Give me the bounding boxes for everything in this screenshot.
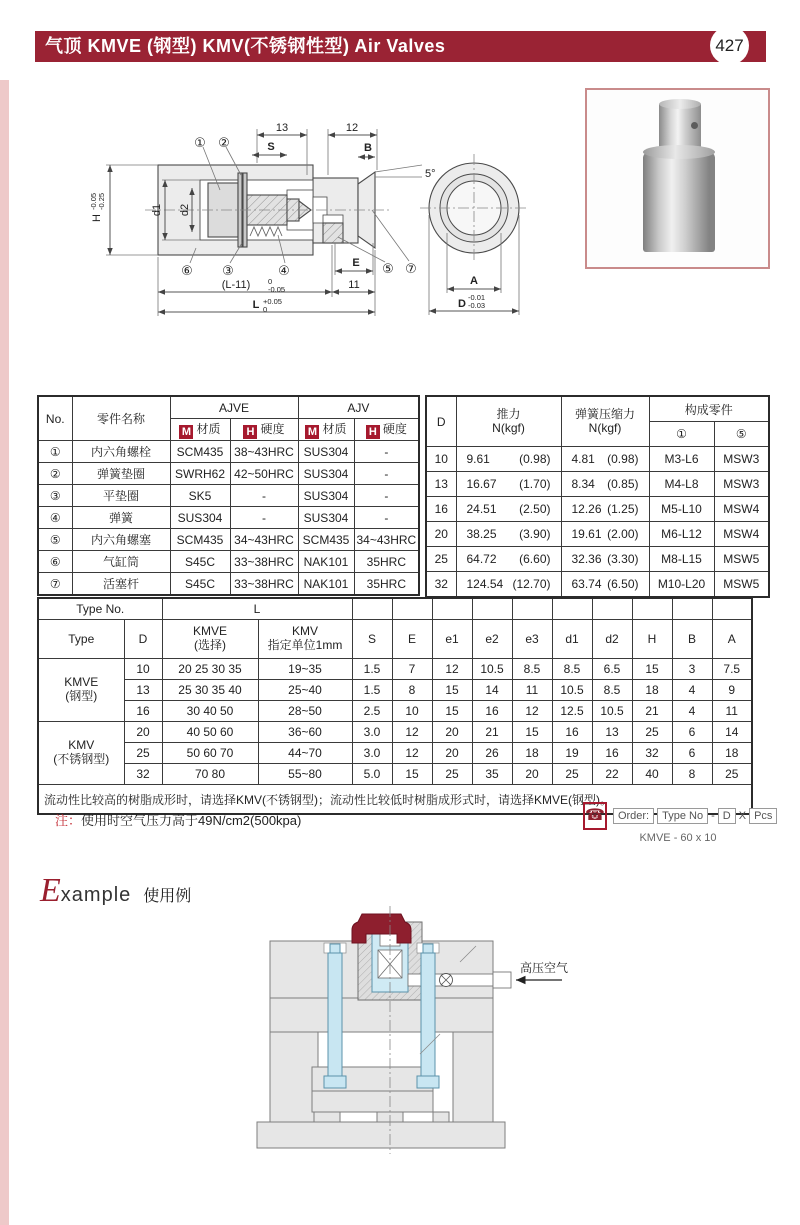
cell: S45C bbox=[170, 551, 230, 573]
cell: ⑦ bbox=[38, 573, 72, 596]
cell: 10 bbox=[124, 659, 162, 680]
cell: 25 bbox=[632, 722, 672, 743]
col-d: D bbox=[426, 396, 456, 447]
cell: 4.81 (0.98) bbox=[561, 447, 649, 472]
col-type: Type bbox=[38, 620, 124, 659]
cell: 3.0 bbox=[352, 722, 392, 743]
svg-text:A: A bbox=[470, 275, 478, 287]
svg-text:①: ① bbox=[194, 136, 206, 151]
table-row bbox=[426, 447, 769, 472]
table-footnote: 流动性比较高的树脂成形时，请选择KMV(不锈钢型)；流动性比较低时树脂成形式时，请选择KMVE(钢型)。 bbox=[38, 785, 752, 815]
cell: SUS304 bbox=[298, 507, 354, 529]
cell: SUS304 bbox=[170, 507, 230, 529]
page-number-badge: 427 bbox=[710, 26, 749, 65]
col-b: B bbox=[672, 620, 712, 659]
phone-icon: ☎ bbox=[583, 802, 607, 830]
page-edge-gutter bbox=[0, 80, 9, 1225]
cell: MSW4 bbox=[714, 522, 769, 547]
col-material: M 材质 bbox=[298, 419, 354, 441]
cell: 16 bbox=[552, 722, 592, 743]
cell: NAK101 bbox=[298, 573, 354, 596]
cell: 28~50 bbox=[258, 701, 352, 722]
table-row bbox=[38, 598, 752, 620]
col-d2: d2 bbox=[592, 620, 632, 659]
col-no: No. bbox=[38, 396, 72, 441]
example-rest: xample bbox=[60, 884, 132, 906]
cell: 35HRC bbox=[354, 551, 419, 573]
cell: 9.61 (0.98) bbox=[456, 447, 561, 472]
cell: 18 bbox=[632, 680, 672, 701]
cell: 16 bbox=[124, 701, 162, 722]
cell: 19 bbox=[552, 743, 592, 764]
example-e: E bbox=[40, 872, 61, 909]
cell: 21 bbox=[632, 701, 672, 722]
svg-text:L: L bbox=[252, 299, 260, 311]
cell: 13 bbox=[124, 680, 162, 701]
cell: - bbox=[354, 441, 419, 463]
dimension-table-wrap bbox=[37, 597, 753, 815]
cell: 32.36 (3.30) bbox=[561, 547, 649, 572]
cell: ⑤ bbox=[38, 529, 72, 551]
cell: ⑥ bbox=[38, 551, 72, 573]
cell: M4-L8 bbox=[649, 472, 714, 497]
cell: 12.26 (1.25) bbox=[561, 497, 649, 522]
title-bar bbox=[35, 31, 766, 62]
table-row bbox=[38, 722, 752, 743]
cell: 124.54 (12.70) bbox=[456, 572, 561, 598]
svg-text:③: ③ bbox=[222, 264, 234, 279]
table-row bbox=[38, 441, 419, 463]
cell: 16.67 (1.70) bbox=[456, 472, 561, 497]
base-plate bbox=[257, 1122, 505, 1148]
cell: 12 bbox=[432, 659, 472, 680]
cell: NAK101 bbox=[298, 551, 354, 573]
cell: 7 bbox=[392, 659, 432, 680]
cell: 33~38HRC bbox=[230, 573, 298, 596]
svg-text:④: ④ bbox=[278, 264, 290, 279]
cell: 30 40 50 bbox=[162, 701, 258, 722]
cell: 5.0 bbox=[352, 764, 392, 785]
table-row bbox=[426, 497, 769, 522]
cell: 10.5 bbox=[552, 680, 592, 701]
table-row bbox=[38, 529, 419, 551]
cell: 弹簧垫圈 bbox=[72, 463, 170, 485]
parts-material-table bbox=[37, 395, 420, 596]
order-dash: - bbox=[711, 810, 715, 822]
col-spring-force: 弹簧压缩力 N(kgf) bbox=[561, 396, 649, 447]
cell: 15 bbox=[632, 659, 672, 680]
cell-d: 16 bbox=[426, 497, 456, 522]
cell bbox=[592, 598, 632, 620]
cell bbox=[672, 598, 712, 620]
cell: 25 bbox=[432, 764, 472, 785]
cell: - bbox=[230, 485, 298, 507]
dimension-table bbox=[37, 597, 753, 815]
cell: 19.61 (2.00) bbox=[561, 522, 649, 547]
cell: 19~35 bbox=[258, 659, 352, 680]
svg-text:⑥: ⑥ bbox=[181, 264, 193, 279]
order-pcs-box: Pcs bbox=[749, 808, 777, 824]
cell: SCM435 bbox=[170, 529, 230, 551]
col-part-name: 零件名称 bbox=[72, 396, 170, 441]
svg-text:②: ② bbox=[218, 136, 230, 151]
cell: 34~43HRC bbox=[230, 529, 298, 551]
svg-text:+0.05: +0.05 bbox=[263, 297, 282, 306]
technical-drawing bbox=[40, 85, 585, 350]
cell: 12 bbox=[512, 701, 552, 722]
svg-text:⑦: ⑦ bbox=[405, 262, 417, 277]
col-e2: e2 bbox=[472, 620, 512, 659]
col-hardness: H 硬度 bbox=[230, 419, 298, 441]
svg-text:11: 11 bbox=[348, 279, 360, 291]
cell: 42~50HRC bbox=[230, 463, 298, 485]
cell: 弹簧 bbox=[72, 507, 170, 529]
cell: 11 bbox=[712, 701, 752, 722]
svg-text:-0.03: -0.03 bbox=[468, 301, 486, 310]
svg-text:E: E bbox=[352, 257, 360, 269]
order-label: Order: bbox=[613, 808, 654, 824]
col-h: H bbox=[632, 620, 672, 659]
svg-text:S: S bbox=[267, 141, 275, 153]
cell: 64.72 (6.60) bbox=[456, 547, 561, 572]
cell: 21 bbox=[472, 722, 512, 743]
cell-d: 25 bbox=[426, 547, 456, 572]
svg-text:5°: 5° bbox=[425, 168, 436, 180]
table-row bbox=[38, 396, 419, 419]
svg-text:0: 0 bbox=[263, 305, 268, 314]
cell: 25 30 35 40 bbox=[162, 680, 258, 701]
cell bbox=[392, 598, 432, 620]
cell: 22 bbox=[592, 764, 632, 785]
cell: 32 bbox=[124, 764, 162, 785]
cell: SCM435 bbox=[298, 529, 354, 551]
col-e: E bbox=[392, 620, 432, 659]
cell: MSW4 bbox=[714, 497, 769, 522]
cell: 40 bbox=[632, 764, 672, 785]
svg-text:D: D bbox=[458, 298, 466, 310]
col-component-5: ⑤ bbox=[714, 422, 769, 447]
cell bbox=[552, 598, 592, 620]
cell: 10.5 bbox=[592, 701, 632, 722]
col-d1: d1 bbox=[552, 620, 592, 659]
usage-note bbox=[55, 810, 301, 829]
cell: M5-L10 bbox=[649, 497, 714, 522]
cell: MSW3 bbox=[714, 447, 769, 472]
cell: 25 bbox=[552, 764, 592, 785]
svg-text:13: 13 bbox=[275, 122, 289, 134]
cell bbox=[352, 598, 392, 620]
svg-text:-0.05: -0.05 bbox=[268, 285, 286, 294]
cell: 12 bbox=[392, 743, 432, 764]
cell bbox=[472, 598, 512, 620]
order-x: X bbox=[738, 810, 747, 822]
cell: 36~60 bbox=[258, 722, 352, 743]
svg-text:⑤: ⑤ bbox=[382, 262, 394, 277]
product-photo-body-cylinder bbox=[643, 152, 715, 252]
cell: 50 60 70 bbox=[162, 743, 258, 764]
cell: 24.51 (2.50) bbox=[456, 497, 561, 522]
cell: SCM435 bbox=[170, 441, 230, 463]
cell: 26 bbox=[472, 743, 512, 764]
col-components: 构成零件 bbox=[649, 396, 769, 422]
col-component-1: ① bbox=[649, 422, 714, 447]
cell: 34~43HRC bbox=[354, 529, 419, 551]
cell: 平垫圈 bbox=[72, 485, 170, 507]
note-text: 使用时空气压力高于49N/cm2(500kpa) bbox=[81, 813, 302, 828]
cell: 6 bbox=[672, 722, 712, 743]
cell: 内六角螺栓 bbox=[72, 441, 170, 463]
cell-d: 10 bbox=[426, 447, 456, 472]
cell: 70 80 bbox=[162, 764, 258, 785]
cell: 16 bbox=[592, 743, 632, 764]
cell: 气缸筒 bbox=[72, 551, 170, 573]
col-hardness: H 硬度 bbox=[354, 419, 419, 441]
hardness-badge: H bbox=[366, 425, 380, 439]
cell: 12.5 bbox=[552, 701, 592, 722]
force-table-wrap bbox=[425, 395, 770, 598]
cell: 9 bbox=[712, 680, 752, 701]
cell: S45C bbox=[170, 573, 230, 596]
cell: 35 bbox=[472, 764, 512, 785]
cell: MSW5 bbox=[714, 547, 769, 572]
cell: MSW3 bbox=[714, 472, 769, 497]
hardness-badge: H bbox=[243, 425, 257, 439]
table-row bbox=[38, 743, 752, 764]
pin-head bbox=[324, 1076, 346, 1088]
cell: 8 bbox=[392, 680, 432, 701]
col-e1: e1 bbox=[432, 620, 472, 659]
order-d-box: D bbox=[718, 808, 736, 824]
cell: 10 bbox=[392, 701, 432, 722]
order-type-no-box: Type No bbox=[657, 808, 708, 824]
cell: 20 bbox=[512, 764, 552, 785]
cell bbox=[432, 598, 472, 620]
cell: M10-L20 bbox=[649, 572, 714, 598]
ejector-plate-bottom bbox=[312, 1091, 433, 1112]
table-row bbox=[38, 680, 752, 701]
set-screw bbox=[323, 223, 343, 243]
material-badge: M bbox=[305, 425, 319, 439]
table-row bbox=[38, 485, 419, 507]
svg-text:B: B bbox=[364, 142, 372, 154]
table-row bbox=[426, 572, 769, 598]
page-title: 气顶 KMVE (钢型) KMV(不锈钢性型) Air Valves bbox=[45, 36, 446, 56]
cell: 20 bbox=[124, 722, 162, 743]
cell: - bbox=[354, 485, 419, 507]
col-l: L bbox=[162, 598, 352, 620]
cell: 8 bbox=[672, 764, 712, 785]
cell: 18 bbox=[712, 743, 752, 764]
cell: 15 bbox=[392, 764, 432, 785]
cell: ③ bbox=[38, 485, 72, 507]
col-thrust: 推力 N(kgf) bbox=[456, 396, 561, 447]
cell: 33~38HRC bbox=[230, 551, 298, 573]
type-group-kmve: KMVE (钢型) bbox=[38, 659, 124, 722]
cell: - bbox=[354, 507, 419, 529]
cell: ② bbox=[38, 463, 72, 485]
table-row bbox=[38, 551, 419, 573]
air-valve-core bbox=[352, 914, 422, 1000]
cell-d: 20 bbox=[426, 522, 456, 547]
cell: 25~40 bbox=[258, 680, 352, 701]
table-row bbox=[38, 573, 419, 596]
table-row bbox=[426, 396, 769, 422]
svg-text:(L-11): (L-11) bbox=[221, 279, 251, 291]
cell: 内六角螺塞 bbox=[72, 529, 170, 551]
svg-text:H: H bbox=[91, 214, 103, 222]
cell: 4 bbox=[672, 680, 712, 701]
cell: 14 bbox=[712, 722, 752, 743]
cell: 15 bbox=[432, 701, 472, 722]
cell: 25 bbox=[124, 743, 162, 764]
cell: M8-L15 bbox=[649, 547, 714, 572]
svg-text:d2: d2 bbox=[179, 203, 191, 217]
cell bbox=[712, 598, 752, 620]
example-heading bbox=[40, 872, 191, 910]
svg-text:d1: d1 bbox=[151, 203, 163, 217]
table-row bbox=[38, 701, 752, 722]
cell: 4 bbox=[672, 701, 712, 722]
cell: 38~43HRC bbox=[230, 441, 298, 463]
cell: SUS304 bbox=[298, 485, 354, 507]
cell: - bbox=[230, 507, 298, 529]
air-label: 高压空气 bbox=[520, 961, 569, 975]
cell: 25 bbox=[712, 764, 752, 785]
cell: 8.34 (0.85) bbox=[561, 472, 649, 497]
cell: 6 bbox=[672, 743, 712, 764]
cell: 40 50 60 bbox=[162, 722, 258, 743]
cell: 7.5 bbox=[712, 659, 752, 680]
cell: ④ bbox=[38, 507, 72, 529]
order-example: KMVE - 60 x 10 bbox=[639, 832, 717, 844]
cell: SUS304 bbox=[298, 441, 354, 463]
cell: M3-L6 bbox=[649, 447, 714, 472]
table-row bbox=[38, 620, 752, 659]
cell-d: 32 bbox=[426, 572, 456, 598]
cell-d: 13 bbox=[426, 472, 456, 497]
cell: 8.5 bbox=[592, 680, 632, 701]
cell: 6.5 bbox=[592, 659, 632, 680]
cell bbox=[512, 598, 552, 620]
cell: 32 bbox=[632, 743, 672, 764]
cell: 35HRC bbox=[354, 573, 419, 596]
cell: 18 bbox=[512, 743, 552, 764]
product-photo-air-hole bbox=[691, 122, 698, 129]
cell: 活塞杆 bbox=[72, 573, 170, 596]
cell: ① bbox=[38, 441, 72, 463]
cell: 1.5 bbox=[352, 659, 392, 680]
cell: SUS304 bbox=[298, 463, 354, 485]
cell: 63.74 (6.50) bbox=[561, 572, 649, 598]
note-label: 注： bbox=[55, 813, 82, 828]
cell: SK5 bbox=[170, 485, 230, 507]
type-group-kmv: KMV (不锈钢型) bbox=[38, 722, 124, 785]
cell bbox=[632, 598, 672, 620]
cell: 13 bbox=[592, 722, 632, 743]
cell: 15 bbox=[432, 680, 472, 701]
cell: - bbox=[354, 463, 419, 485]
cell: 11 bbox=[512, 680, 552, 701]
cell: 16 bbox=[472, 701, 512, 722]
end-view bbox=[420, 154, 528, 315]
usage-example-diagram bbox=[250, 902, 580, 1158]
col-type-no: Type No. bbox=[38, 598, 162, 620]
cell: 3.0 bbox=[352, 743, 392, 764]
table-row bbox=[426, 547, 769, 572]
cell: 12 bbox=[392, 722, 432, 743]
example-cn: 使用例 bbox=[143, 888, 192, 905]
pin-head bbox=[417, 1076, 439, 1088]
material-badge: M bbox=[179, 425, 193, 439]
cell: 15 bbox=[512, 722, 552, 743]
svg-text:12: 12 bbox=[345, 122, 359, 134]
cell: M6-L12 bbox=[649, 522, 714, 547]
cell: 38.25 (3.90) bbox=[456, 522, 561, 547]
cell: 8.5 bbox=[512, 659, 552, 680]
cell: 55~80 bbox=[258, 764, 352, 785]
cell: 8.5 bbox=[552, 659, 592, 680]
col-e3: e3 bbox=[512, 620, 552, 659]
svg-text:-0.05: -0.05 bbox=[89, 192, 98, 210]
cell: 20 bbox=[432, 743, 472, 764]
cell: 1.5 bbox=[352, 680, 392, 701]
svg-text:0: 0 bbox=[268, 277, 273, 286]
col-d: D bbox=[124, 620, 162, 659]
cell: 2.5 bbox=[352, 701, 392, 722]
col-kmv: KMV 指定单位1mm bbox=[258, 620, 352, 659]
cell: 20 bbox=[432, 722, 472, 743]
col-kmve: KMVE (选择) bbox=[162, 620, 258, 659]
col-ajv: AJV bbox=[298, 396, 419, 419]
order-format bbox=[583, 802, 773, 844]
cell: MSW5 bbox=[714, 572, 769, 598]
cell: SWRH62 bbox=[170, 463, 230, 485]
table-row bbox=[426, 472, 769, 497]
svg-text:-0.01: -0.01 bbox=[468, 293, 486, 302]
col-a: A bbox=[712, 620, 752, 659]
cell: 3 bbox=[672, 659, 712, 680]
table-row bbox=[38, 463, 419, 485]
table-row bbox=[38, 659, 752, 680]
col-s: S bbox=[352, 620, 392, 659]
cell: 44~70 bbox=[258, 743, 352, 764]
parts-table bbox=[37, 395, 420, 596]
product-photo bbox=[585, 88, 770, 269]
col-ajve: AJVE bbox=[170, 396, 298, 419]
svg-text:-0.25: -0.25 bbox=[97, 192, 106, 210]
table-row bbox=[38, 764, 752, 785]
table-row bbox=[38, 507, 419, 529]
force-table bbox=[425, 395, 770, 598]
cell: 10.5 bbox=[472, 659, 512, 680]
table-row bbox=[426, 522, 769, 547]
cell: 20 25 30 35 bbox=[162, 659, 258, 680]
col-material: M 材质 bbox=[170, 419, 230, 441]
cell: 14 bbox=[472, 680, 512, 701]
